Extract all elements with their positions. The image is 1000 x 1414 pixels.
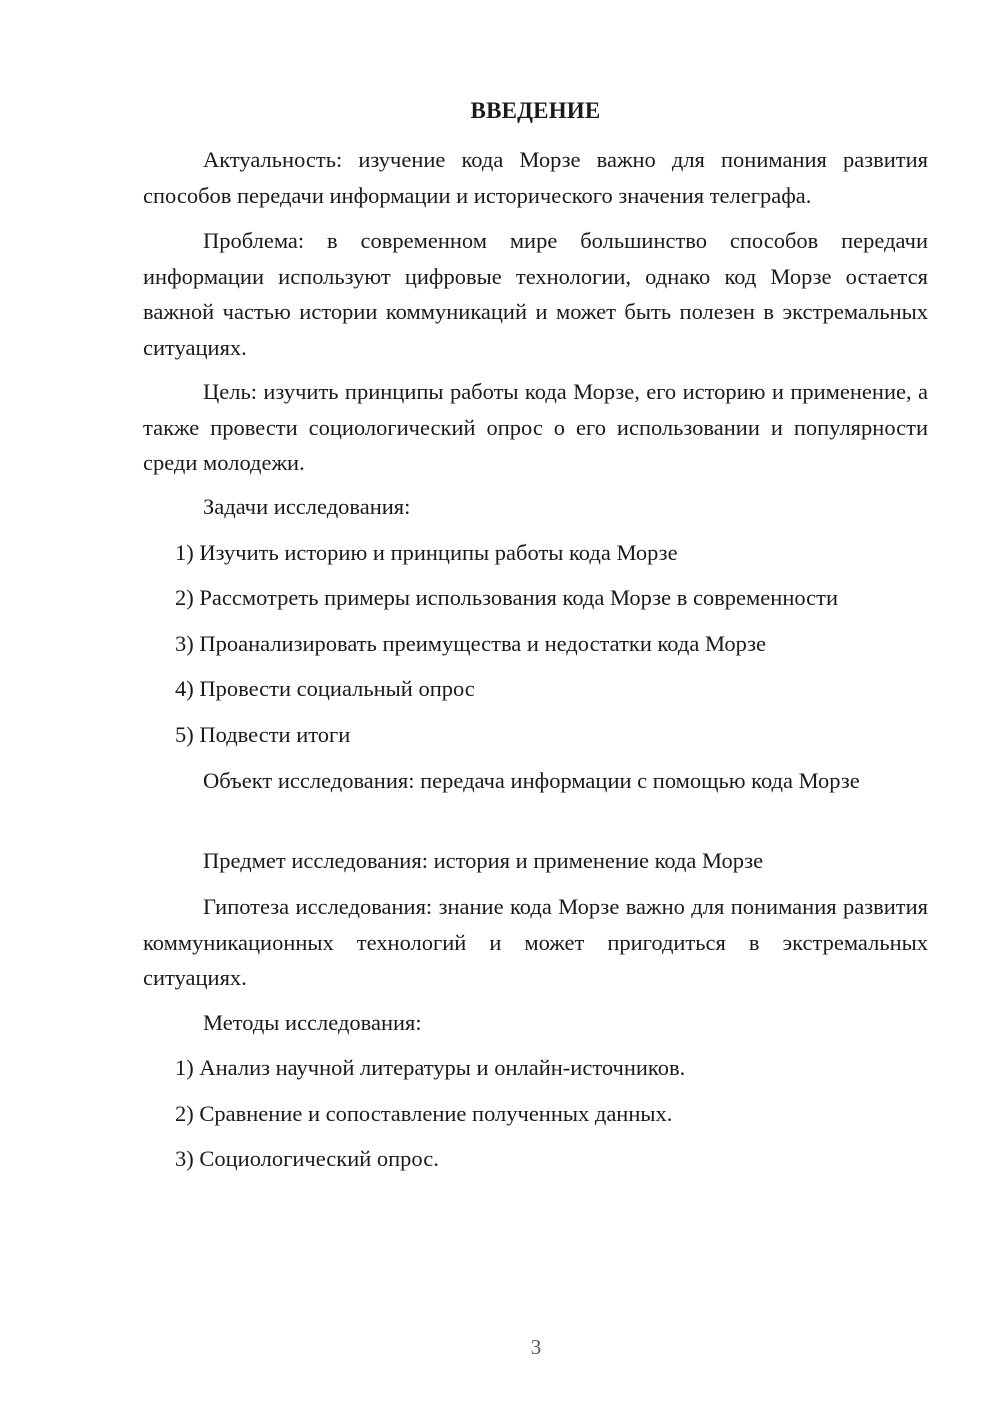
task-item: 5) Подвести итоги: [175, 722, 351, 747]
relevance-paragraph: Актуальность: изучение кода Морзе важно для понимания развития способов передачи информации и исторического значения телеграфа.: [143, 147, 928, 208]
methods-heading: Методы исследования:: [203, 1010, 422, 1035]
method-item: 2) Сравнение и сопоставление полученных данных.: [175, 1101, 673, 1126]
page-number: 3: [530, 1335, 542, 1359]
problem-paragraph: Проблема: в современном мире большинство способов передачи информации используют цифровые технологии, однако код Морзе остается важной частью истории коммуникаций и может быть полезен в экстремальных ситуациях.: [143, 228, 928, 360]
task-item: 3) Проанализировать преимущества и недостатки кода Морзе: [175, 631, 767, 656]
method-item: 1) Анализ научной литературы и онлайн-источников.: [175, 1055, 686, 1080]
task-item: 4) Провести социальный опрос: [175, 676, 475, 701]
hypothesis-paragraph: Гипотеза исследования: знание кода Морзе важно для понимания развития коммуникационных технологий и может пригодиться в экстремальных ситуациях.: [143, 894, 928, 990]
method-item: 3) Социологический опрос.: [175, 1146, 439, 1171]
subject-paragraph: Предмет исследования: история и применение кода Морзе: [203, 848, 764, 873]
object-paragraph: Объект исследования: передача информации с помощью кода Морзе: [203, 768, 860, 793]
task-item: 1) Изучить историю и принципы работы кода Морзе: [175, 540, 678, 565]
task-item: 2) Рассмотреть примеры использования кода Морзе в современности: [175, 585, 839, 610]
goal-paragraph: Цель: изучить принципы работы кода Морзе, его историю и применение, а также провести социологический опрос о его использовании и популярности среди молодежи.: [143, 379, 928, 475]
section-heading: ВВЕДЕНИЕ: [470, 98, 601, 123]
tasks-heading: Задачи исследования:: [203, 494, 411, 519]
